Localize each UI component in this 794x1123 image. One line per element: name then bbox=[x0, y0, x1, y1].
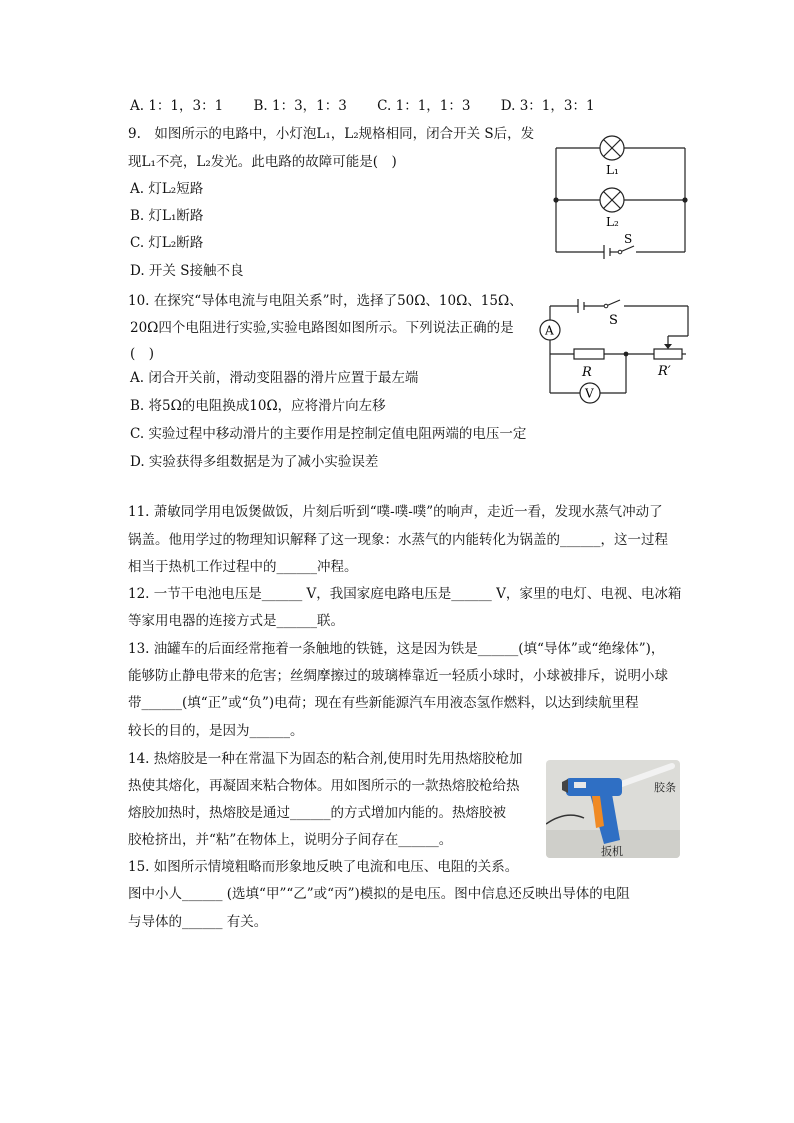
q12-line-1: 12. 一节干电池电压是______ V，我国家庭电路电压是______ V，家里的电灯、电视、电冰箱 bbox=[128, 586, 682, 602]
q10-stem-line-1: 10. 在探究“导体电流与电阻关系”时，选择了50Ω、10Ω、15Ω、 bbox=[128, 293, 523, 309]
q8-option-b: B. 1：3，1：3 bbox=[253, 98, 347, 114]
q15-line-1: 15. 如图所示情境粗略而形象地反映了电流和电压、电阻的关系。 bbox=[128, 859, 519, 875]
q14-line-1: 14. 热熔胶是一种在常温下为固态的粘合剂,使用时先用热熔胶枪加 bbox=[128, 751, 523, 767]
q15-line-2: 图中小人______ (选填“甲”“乙”或“丙”)模拟的是电压。图中信息还反映出导体的电阻 bbox=[128, 886, 630, 902]
q12-line-2: 等家用电器的连接方式是______联。 bbox=[128, 613, 344, 629]
q9-option-b: B. 灯L₁断路 bbox=[130, 208, 204, 224]
q9-label-l2: L₂ bbox=[606, 215, 619, 229]
q9-option-c: C. 灯L₂断路 bbox=[130, 235, 204, 251]
q13-line-4: 较长的目的，是因为______。 bbox=[128, 723, 304, 739]
q10-option-a: A. 闭合开关前，滑动变阻器的滑片应置于最左端 bbox=[130, 370, 419, 386]
q11-line-3: 相当于热机工作过程中的______冲程。 bbox=[128, 559, 358, 575]
q10-label-r: R bbox=[582, 365, 592, 380]
q9-circuit-diagram bbox=[548, 130, 694, 260]
q8-option-c: C. 1：1，1：3 bbox=[377, 98, 471, 114]
q9-label-s: S bbox=[624, 232, 633, 246]
q13-line-3: 带______(填“正”或“负”)电荷；现在有些新能源汽车用液态氢作燃料，以达到续航里程 bbox=[128, 695, 639, 711]
q13-line-1: 13. 油罐车的后面经常拖着一条触地的铁链，这是因为铁是______(填“导体”或“绝缘体”)， bbox=[128, 641, 665, 657]
q10-label-v: V bbox=[585, 386, 594, 401]
q14-line-2: 热使其熔化，再凝固来粘合物体。用如图所示的一款热熔胶枪给热 bbox=[128, 778, 520, 794]
q14-line-4: 胶枪挤出，并“粘”在物体上，说明分子间存在______。 bbox=[128, 832, 453, 848]
q10-stem-line-2: 20Ω四个电阻进行实验,实验电路图如图所示。下列说法正确的是 bbox=[130, 320, 514, 336]
q9-option-d: D. 开关 S接触不良 bbox=[130, 263, 244, 279]
rheostat-icon bbox=[654, 349, 682, 359]
q10-option-c: C. 实验过程中移动滑片的主要作用是控制定值电阻两端的电压一定 bbox=[130, 426, 527, 442]
q9-label-l1: L₁ bbox=[606, 163, 619, 177]
q13-line-2: 能够防止静电带来的危害；丝绸摩擦过的玻璃棒靠近一轻质小球时，小球被排斥，说明小球 bbox=[128, 668, 668, 684]
q10-option-b: B. 将5Ω的电阻换成10Ω，应将滑片向左移 bbox=[130, 398, 386, 414]
glue-gun-photo bbox=[546, 760, 680, 858]
resistor-r-icon bbox=[574, 349, 604, 359]
q15-line-3: 与导体的______ 有关。 bbox=[128, 914, 268, 930]
q11-line-2: 锅盖。他用学过的物理知识解释了这一现象：水蒸气的内能转化为锅盖的______，这一过程 bbox=[128, 532, 668, 548]
q9-option-a: A. 灯L₂短路 bbox=[130, 181, 204, 197]
label-glue-stick: 胶条 bbox=[654, 781, 676, 794]
q10-label-a: A bbox=[545, 323, 554, 338]
q10-option-d: D. 实验获得多组数据是为了减小实验误差 bbox=[130, 454, 379, 470]
q10-label-s: S bbox=[609, 313, 618, 328]
q9-stem-line-1: 9. 如图所示的电路中，小灯泡L₁，L₂规格相同，闭合开关 S后，发 bbox=[128, 126, 535, 142]
q11-line-1: 11. 萧敏同学用电饭煲做饭，片刻后听到“噗-噗-噗”的响声，走近一看，发现水蒸气冲动了 bbox=[128, 504, 663, 520]
label-trigger: 扳机 bbox=[601, 845, 623, 858]
q10-stem-line-3: ( ) bbox=[130, 346, 155, 362]
q8-option-d: D. 3：1，3：1 bbox=[500, 98, 595, 114]
q8-options bbox=[130, 96, 621, 116]
q10-label-rp: R′ bbox=[658, 364, 671, 379]
q14-line-3: 熔胶加热时，热熔胶是通过______的方式增加内能的。热熔胶被 bbox=[128, 805, 506, 821]
q9-stem-line-2: 现L₁不亮，L₂发光。此电路的故障可能是( ) bbox=[128, 154, 397, 170]
q10-circuit-diagram bbox=[536, 296, 698, 410]
q8-option-a: A. 1：1，3：1 bbox=[130, 98, 224, 114]
